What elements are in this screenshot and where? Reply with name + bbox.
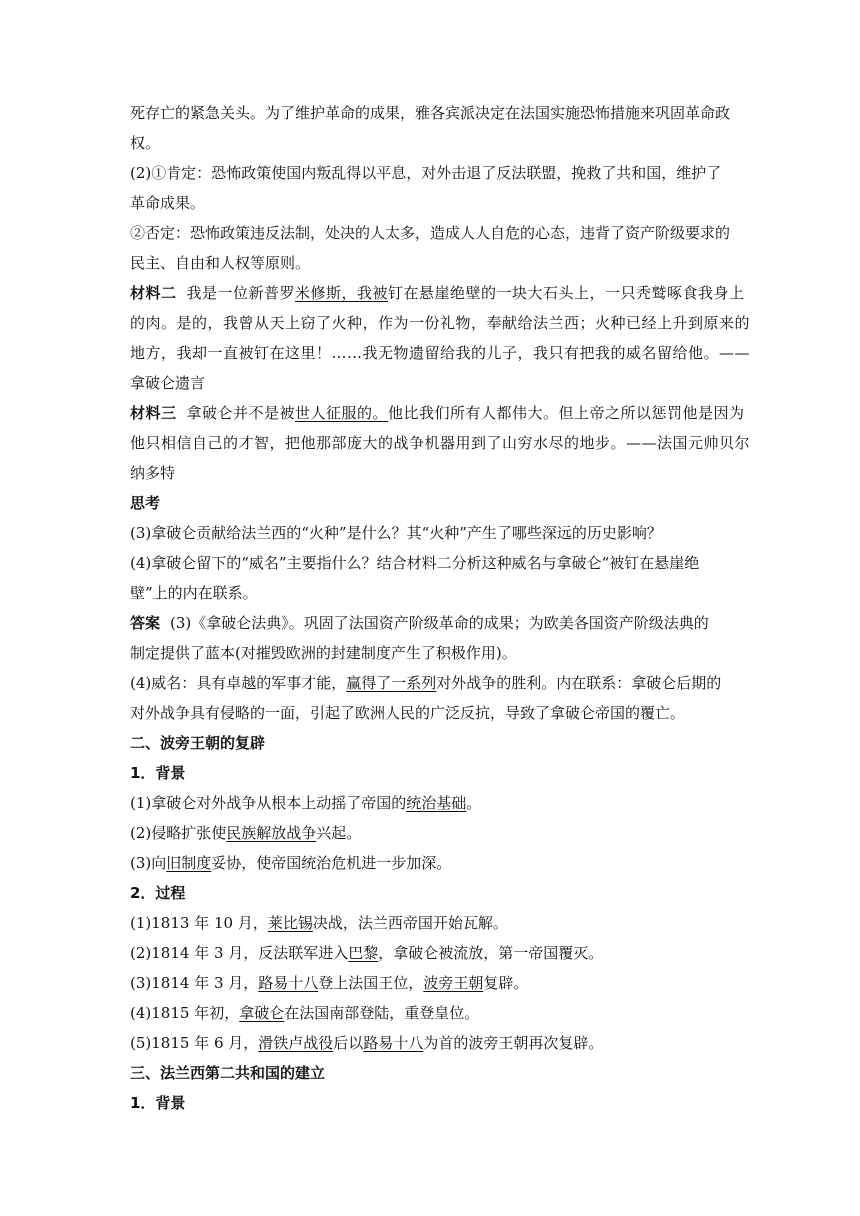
section2-heading: 二、波旁王朝的复辟	[130, 734, 266, 752]
material2-underline: 米修斯，我被	[295, 284, 389, 302]
think-heading: 思考	[130, 494, 161, 512]
section2-process-heading: 2．过程	[130, 884, 186, 902]
intro-line-1: 死存亡的紧急关头。为了维护革命的成果，雅各宾派决定在法国实施恐怖措施来巩固革命政	[130, 104, 731, 122]
document-page	[130, 98, 751, 1118]
q2-negative-line-2: 民主、自由和人权等原则。	[130, 254, 311, 272]
question-4-line-1: (4)拿破仑留下的“威名”主要指什么？结合材料二分析这种威名与拿破仑“被钉在悬崖绝	[130, 554, 700, 572]
question-3: (3)拿破仑贡献给法兰西的“火种”是什么？其“火种”产生了哪些深远的历史影响？	[130, 524, 662, 542]
answer-underline: 赢得了一系列	[346, 674, 437, 692]
material2-line-2: 的肉。是的，我曾从天上窃了火种，作为一份礼物，奉献给法兰西；火种已经上升到原来的	[130, 314, 751, 332]
material3-underline: 世人征服的。	[295, 404, 389, 422]
answer-4-line-2: 对外战争具有侵略的一面，引起了欧洲人民的广泛反抗，导致了拿破仑帝国的覆亡。	[130, 704, 686, 722]
material2-line-3: 地方，我却一直被钉在这里！……我无物遗留给我的儿子，我只有把我的威名留给他。——	[130, 344, 751, 362]
answer-line-1: 答案 (3)《拿破仑法典》。巩固了法国资产阶级革命的成果；为欧美各国资产阶级法典的	[130, 614, 709, 632]
material3-label: 材料三	[130, 404, 177, 422]
question-4-line-2: 壁”上的内在联系。	[130, 584, 258, 602]
background-item-2: (2)侵略扩张使民族解放战争兴起。	[130, 824, 362, 842]
answer-line-2: 制定提供了蓝本(对摧毁欧洲的封建制度产生了积极作用)。	[130, 644, 517, 662]
material3-line-1: 材料三 拿破仑并不是被世人征服的。他比我们所有人都伟大。但上帝之所以惩罚他是因为	[130, 404, 745, 422]
material3-line-3: 纳多特	[130, 464, 176, 482]
background-item-3: (3)向旧制度妥协，使帝国统治危机进一步加深。	[130, 854, 452, 872]
answer-label: 答案	[130, 614, 161, 632]
material2-source: 拿破仑遗言	[130, 374, 206, 392]
q2-positive-line-2: 革命成果。	[130, 194, 206, 212]
q2-positive-line-1: (2)①肯定：恐怖政策使国内叛乱得以平息，对外击退了反法联盟，挽救了共和国，维护了	[130, 164, 722, 182]
process-item-4: (4)1815 年初，拿破仑在法国南部登陆，重登皇位。	[130, 1004, 480, 1022]
material2-line-1: 材料二 我是一位新普罗米修斯，我被钉在悬崖绝壁的一块大石头上，一只秃鹫啄食我身上	[130, 284, 745, 302]
process-item-5: (5)1815 年 6 月，滑铁卢战役后以路易十八为首的波旁王朝再次复辟。	[130, 1034, 604, 1052]
process-item-1: (1)1813 年 10 月，莱比锡决战，法兰西帝国开始瓦解。	[130, 914, 508, 932]
section3-background-heading: 1．背景	[130, 1094, 186, 1112]
answer-4-line-1: (4)威名：具有卓越的军事才能，赢得了一系列对外战争的胜利。内在联系：拿破仑后期的	[130, 674, 722, 692]
section3-heading: 三、法兰西第二共和国的建立	[130, 1064, 326, 1082]
process-item-3: (3)1814 年 3 月，路易十八登上法国王位，波旁王朝复辟。	[130, 974, 529, 992]
process-item-2: (2)1814 年 3 月，反法联军进入巴黎，拿破仑被流放，第一帝国覆灭。	[130, 944, 604, 962]
section2-background-heading: 1．背景	[130, 764, 186, 782]
material2-label: 材料二	[130, 284, 177, 302]
background-item-1: (1)拿破仑对外战争从根本上动摇了帝国的统治基础。	[130, 794, 482, 812]
q2-negative-line-1: ②否定：恐怖政策违反法制，处决的人太多，造成人人自危的心态，违背了资产阶级要求的	[130, 224, 731, 242]
material3-line-2: 他只相信自己的才智，把他那部庞大的战争机器用到了山穷水尽的地步。——法国元帅贝尔	[130, 434, 751, 452]
intro-line-2: 权。	[130, 134, 161, 152]
